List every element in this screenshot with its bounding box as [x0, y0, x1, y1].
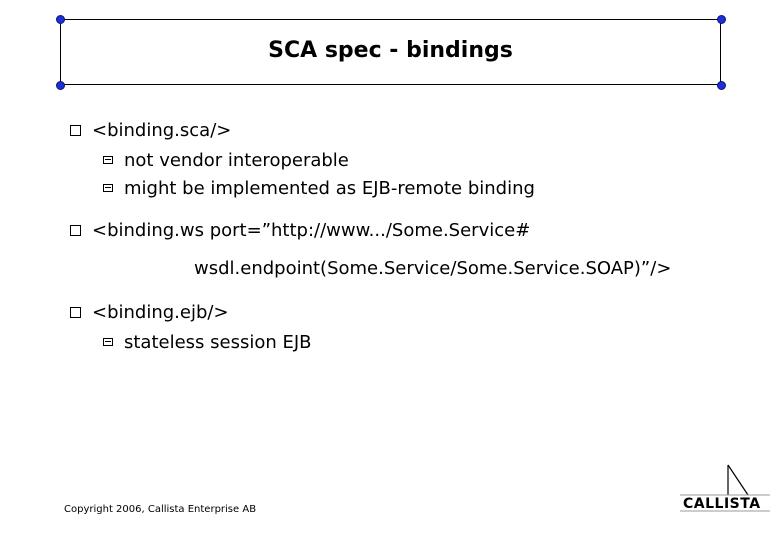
bullet-item: [70, 120, 231, 141]
copyright-footer: Copyright 2006, Callista Enterprise AB: [64, 504, 257, 515]
sub-bullet-text: stateless session EJB: [124, 332, 312, 353]
sub-bullet-text: not vendor interoperable: [124, 150, 349, 171]
selection-handle-icon[interactable]: [717, 81, 726, 90]
sub-bullet-item: [103, 332, 312, 353]
selection-handle-icon[interactable]: [717, 15, 726, 24]
sub-bullet-text: might be implemented as EJB-remote binding: [124, 178, 535, 199]
bullet-item: [70, 302, 229, 323]
selection-handle-icon[interactable]: [56, 15, 65, 24]
slide-title: SCA spec - bindings: [268, 38, 513, 63]
sub-bullet-item: [103, 178, 535, 199]
sub-bullet-icon: [103, 338, 113, 346]
sub-bullet-icon: [103, 156, 113, 164]
bullet-text: <binding.ejb/>: [92, 302, 229, 323]
bullet-item: [70, 220, 530, 241]
sub-bullet-item: [103, 150, 349, 171]
square-bullet-icon: [70, 307, 81, 318]
bullet-continuation: wsdl.endpoint(Some.Service/Some.Service.SOAP)”/>: [194, 258, 672, 279]
sub-bullet-icon: [103, 184, 113, 192]
square-bullet-icon: [70, 225, 81, 236]
square-bullet-icon: [70, 125, 81, 136]
callista-logo-text: CALLISTA: [683, 496, 761, 512]
bullet-text: <binding.ws port=”http://www.../Some.Service#: [92, 220, 531, 241]
selection-handle-icon[interactable]: [56, 81, 65, 90]
bullet-text: <binding.sca/>: [92, 120, 232, 141]
